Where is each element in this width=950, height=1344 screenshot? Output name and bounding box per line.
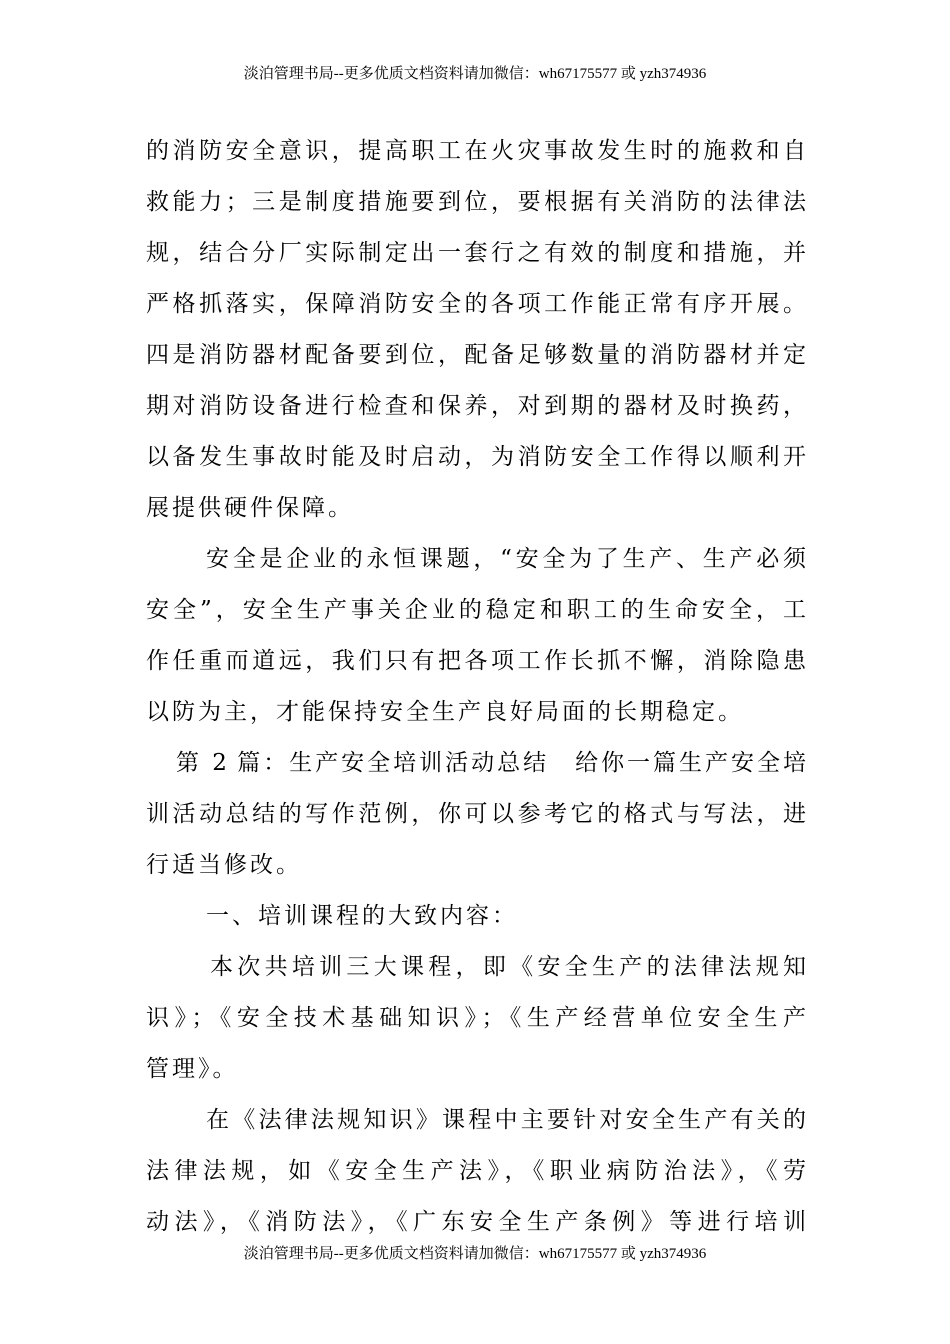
text-line: 救能力；三是制度措施要到位，要根据有关消防的法律法 [146, 189, 806, 215]
text-line: 安全”，安全生产事关企业的稳定和职工的生命安全，工 [146, 597, 806, 623]
text-line: 训活动总结的写作范例，你可以参考它的格式与写法，进 [146, 801, 806, 827]
text-line: 本次共培训三大课程，即《安全生产的法律法规知 [210, 954, 806, 980]
text-line: 作任重而道远，我们只有把各项工作长抓不懈，消除隐患 [146, 648, 806, 674]
page-header: 淡泊管理书局--更多优质文档资料请加微信：wh67175577 或 yzh374936 [243, 66, 707, 82]
text-line: 以防为主，才能保持安全生产良好局面的长期稳定。 [146, 699, 744, 725]
text-line: 管理》。 [146, 1056, 239, 1082]
text-line: 规，结合分厂实际制定出一套行之有效的制度和措施，并 [146, 240, 806, 266]
document-body [146, 126, 806, 1248]
section-heading-line: 第 2 篇：生产安全培训活动总结 给你一篇生产安全培 [176, 750, 806, 776]
text-line: 的消防安全意识，提高职工在火灾事故发生时的施救和自 [146, 138, 806, 164]
text-line: 行适当修改。 [146, 852, 302, 878]
text-line: 以备发生事故时能及时启动，为消防安全工作得以顺利开 [146, 444, 806, 470]
subheading-line: 一、培训课程的大致内容： [206, 903, 518, 929]
text-line: 法律法规，如《安全生产法》，《职业病防治法》，《劳 [146, 1158, 806, 1184]
text-line: 期对消防设备进行检查和保养，对到期的器材及时换药， [146, 393, 806, 419]
text-line: 展提供硬件保障。 [146, 495, 354, 521]
text-line: 安全是企业的永恒课题，“安全为了生产、生产必须 [206, 546, 806, 572]
text-line: 识》；《安全技术基础知识》；《生产经营单位安全生产 [146, 1005, 806, 1031]
page-footer: 淡泊管理书局--更多优质文档资料请加微信：wh67175577 或 yzh374936 [243, 1246, 707, 1262]
text-line: 动法》，《消防法》，《广东安全生产条例》等进行培训 [146, 1209, 806, 1235]
text-line: 在《法律法规知识》课程中主要针对安全生产有关的 [206, 1107, 806, 1133]
text-line: 四是消防器材配备要到位，配备足够数量的消防器材并定 [146, 342, 806, 368]
text-line: 严格抓落实，保障消防安全的各项工作能正常有序开展。 [146, 291, 806, 317]
